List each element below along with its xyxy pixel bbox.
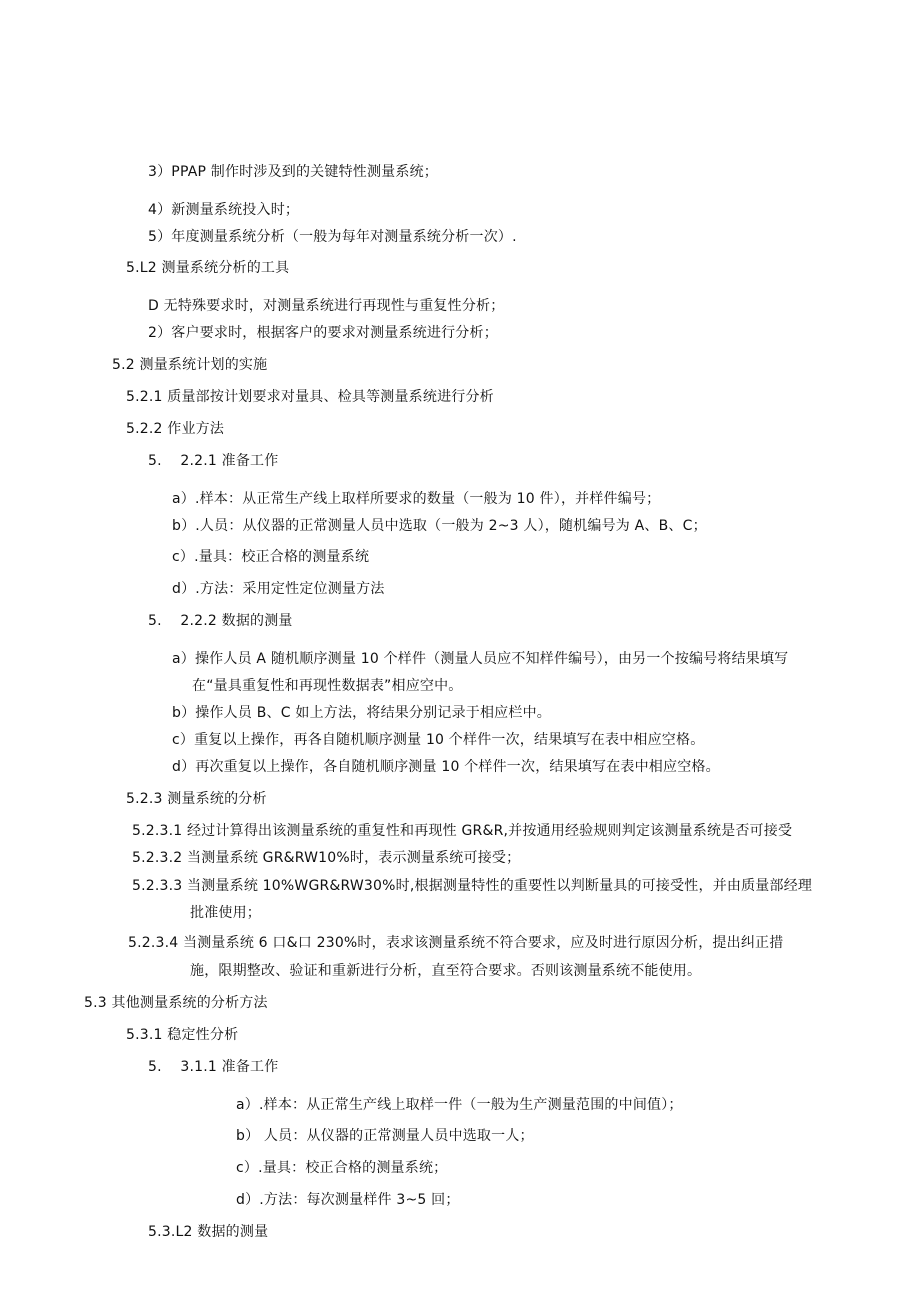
section-heading: 5. 2.2.2 数据的测量 <box>148 613 293 629</box>
list-item: b） 人员：从仪器的正常测量人员中选取一人； <box>236 1128 534 1144</box>
section-heading: 5.3 其他测量系统的分析方法 <box>84 995 268 1011</box>
list-item: c）.量具：校正合格的测量系统 <box>172 549 370 565</box>
text-line: 5.2.3.1 经过计算得出该测量系统的重复性和再现性 GR&R,并按通用经验规则判定该测量系统是否可接受 <box>132 823 793 839</box>
section-heading: 5.L2 测量系统分析的工具 <box>126 260 290 276</box>
section-heading: 5. 3.1.1 准备工作 <box>148 1059 279 1075</box>
section-heading: 5. 2.2.1 准备工作 <box>148 453 279 469</box>
section-heading: 5.3.L2 数据的测量 <box>148 1224 269 1240</box>
list-item: b）.人员：从仪器的正常测量人员中选取（一般为 2~3 人），随机编号为 A、B、C； <box>172 518 707 534</box>
text-line: 5.2.3.2 当测量系统 GR&RW10%时，表示测量系统可接受； <box>132 850 521 866</box>
text-line-continuation: 施，限期整改、验证和重新进行分析，直至符合要求。否则该测量系统不能使用。 <box>190 963 702 979</box>
list-item: d）.方法：每次测量样件 3~5 回； <box>236 1192 460 1208</box>
text-line: 2）客户要求时，根据客户的要求对测量系统进行分析； <box>148 325 498 341</box>
list-item: a）.样本：从正常生产线上取样所要求的数量（一般为 10 件），并样件编号； <box>172 491 661 507</box>
text-line: 5.2.1 质量部按计划要求对量具、检具等测量系统进行分析 <box>126 389 494 405</box>
list-item: d）.方法：采用定性定位测量方法 <box>172 581 385 597</box>
text-line: 4）新测量系统投入时； <box>148 202 300 218</box>
list-item: d）再次重复以上操作，各自随机顺序测量 10 个样件一次，结果填写在表中相应空格。 <box>172 759 720 775</box>
list-item: b）操作人员 B、C 如上方法，将结果分别记录于相应栏中。 <box>172 705 551 721</box>
text-line: 5.2.3.4 当测量系统 6 口&口 230%时，表求该测量系统不符合要求，应及时进行原因分析，提出纠正措 <box>128 935 784 951</box>
section-heading: 5.2 测量系统计划的实施 <box>112 357 268 373</box>
list-item-continuation: 在“量具重复性和再现性数据表”相应空中。 <box>192 678 463 694</box>
section-heading: 5.3.1 稳定性分析 <box>126 1027 239 1043</box>
section-heading: 5.2.3 测量系统的分析 <box>126 791 267 807</box>
text-line-continuation: 批准使用； <box>190 905 261 921</box>
text-line: D 无特殊要求时，对测量系统进行再现性与重复性分析； <box>148 298 505 314</box>
list-item: c）.量具：校正合格的测量系统； <box>236 1160 448 1176</box>
list-item: a）.样本：从正常生产线上取样一件（一般为生产测量范围的中间值）； <box>236 1097 683 1113</box>
text-line: 5）年度测量系统分析（一般为每年对测量系统分析一次）. <box>148 229 517 245</box>
text-line: 3）PPAP 制作时涉及到的关键特性测量系统； <box>148 164 438 180</box>
list-item: a）操作人员 A 随机顺序测量 10 个样件（测量人员应不知样件编号），由另一个按编号将结果填写 <box>172 651 789 667</box>
list-item: c）重复以上操作，再各自随机顺序测量 10 个样件一次，结果填写在表中相应空格。 <box>172 732 705 748</box>
section-heading: 5.2.2 作业方法 <box>126 421 225 437</box>
text-line: 5.2.3.3 当测量系统 10%WGR&RW30%时,根据测量特性的重要性以判断量具的可接受性，并由质量部经理 <box>132 878 813 894</box>
